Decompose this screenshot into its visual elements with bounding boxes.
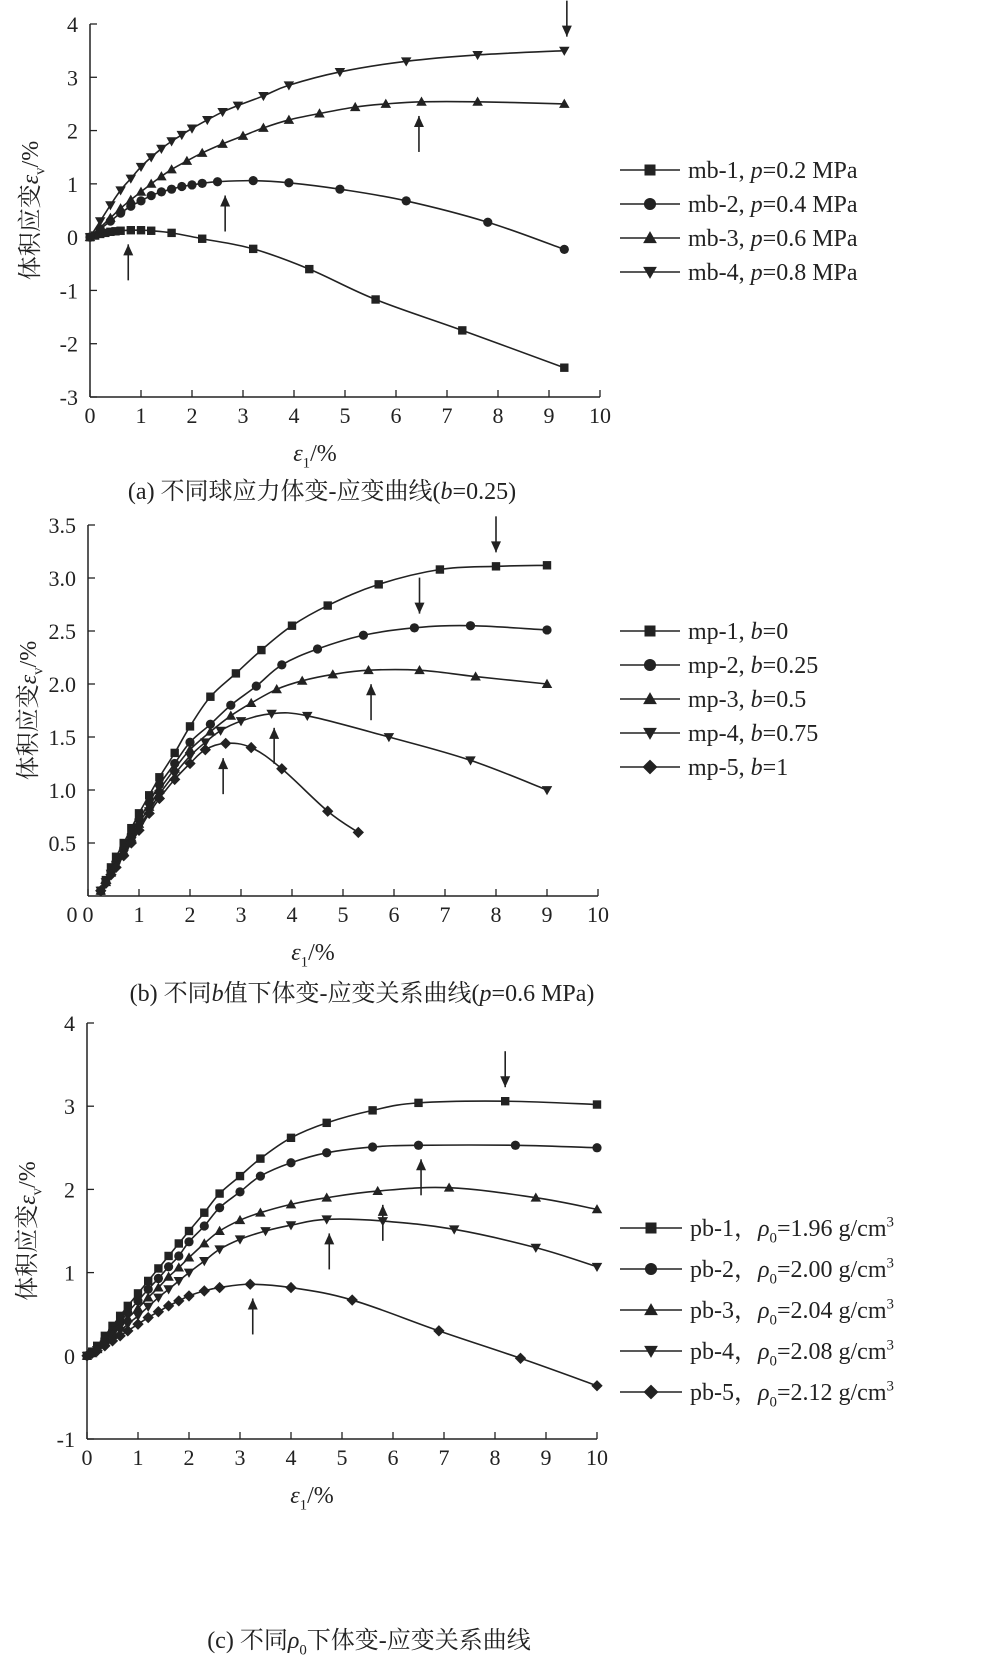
series-3 xyxy=(96,665,553,895)
data-point xyxy=(143,1312,154,1323)
data-point xyxy=(186,722,194,730)
data-point xyxy=(483,218,492,227)
data-point xyxy=(166,137,177,146)
data-point xyxy=(182,156,193,165)
legend-entry xyxy=(620,192,858,218)
x-tick-label: 10 xyxy=(587,902,609,927)
y-tick-label: 1 xyxy=(64,1260,75,1286)
data-point xyxy=(284,178,293,187)
legend-marker xyxy=(644,1303,658,1315)
data-point xyxy=(164,1252,172,1260)
x-tick-label: 3 xyxy=(234,1445,246,1470)
data-point xyxy=(256,1171,265,1180)
legend-entry xyxy=(620,1255,894,1287)
data-point xyxy=(185,1227,193,1235)
x-tick-label: 6 xyxy=(387,1445,399,1470)
data-point xyxy=(277,660,286,669)
x-tick-label: 2 xyxy=(183,1445,195,1470)
y-tick-label: 4 xyxy=(67,12,78,37)
data-point xyxy=(257,646,265,654)
data-point xyxy=(199,1285,210,1296)
data-point xyxy=(322,1148,331,1157)
y-tick-label: -1 xyxy=(56,1427,75,1452)
y-axis-label: 体积应变$\varepsilon_v/\%$ xyxy=(18,140,49,281)
x-tick-label: 3 xyxy=(235,902,247,927)
data-point xyxy=(246,698,257,707)
data-point xyxy=(236,1172,244,1180)
y-tick-label: -2 xyxy=(59,331,78,357)
data-point xyxy=(177,131,188,140)
data-point xyxy=(313,644,322,653)
legend-marker xyxy=(643,760,658,775)
data-point xyxy=(256,1154,264,1162)
series-line xyxy=(101,565,547,890)
data-point xyxy=(232,669,240,677)
y-axis-label: 体积应变$\varepsilon_v/\%$ xyxy=(15,1161,46,1301)
data-point xyxy=(105,201,116,210)
y-tick-label: 0.5 xyxy=(48,831,76,856)
y-tick-label: 0 xyxy=(64,1343,75,1369)
data-point xyxy=(436,565,444,573)
legend-label: mb-4, p=0.8 MPa xyxy=(688,260,858,286)
chart-panel-3 xyxy=(14,1011,894,1659)
data-point xyxy=(287,1134,295,1142)
data-point xyxy=(591,1380,602,1391)
data-point xyxy=(157,187,166,196)
y-tick-label: -3 xyxy=(59,385,78,410)
series-line xyxy=(101,713,547,891)
data-point xyxy=(543,561,551,569)
x-tick-label: 5 xyxy=(337,902,349,927)
data-point xyxy=(187,125,198,134)
data-point xyxy=(402,196,411,205)
data-point xyxy=(215,1203,224,1212)
legend-marker xyxy=(644,659,656,671)
data-point xyxy=(249,176,258,185)
x-axis-label: $\varepsilon_1/\%$ xyxy=(290,1483,334,1514)
series-line xyxy=(87,1284,597,1386)
legend-entry xyxy=(620,1378,894,1410)
data-point xyxy=(368,1142,377,1151)
data-point xyxy=(560,363,568,371)
data-point xyxy=(177,182,186,191)
x-tick-label: 9 xyxy=(540,1445,552,1470)
x-origin-label: 0 xyxy=(66,902,78,927)
data-point xyxy=(153,1306,164,1317)
data-point xyxy=(245,1279,256,1290)
y-tick-label: 3 xyxy=(64,1094,75,1120)
series-4 xyxy=(96,710,553,896)
data-point xyxy=(137,226,145,234)
series-2 xyxy=(96,578,551,896)
chart-caption: (c) 不同$\rho_0$下体变-应变关系曲线 xyxy=(207,1628,531,1659)
series-2 xyxy=(82,1141,601,1361)
data-point xyxy=(214,1282,225,1293)
legend-marker xyxy=(644,198,656,210)
series-line xyxy=(90,51,564,238)
data-point xyxy=(226,711,237,720)
data-point xyxy=(146,179,157,188)
series-2 xyxy=(85,176,569,254)
peak-arrow xyxy=(414,116,424,152)
x-tick-label: 1 xyxy=(133,902,145,927)
series-1 xyxy=(86,226,569,372)
x-tick-label: 3 xyxy=(237,403,249,428)
data-point xyxy=(235,1215,246,1224)
legend-label: pb-2，$\rho_0=2.00$ $g/cm^3$ xyxy=(690,1255,894,1288)
peak-arrow xyxy=(269,728,279,764)
legend-entry xyxy=(620,226,858,252)
series-line xyxy=(87,1101,597,1356)
data-point xyxy=(592,1263,603,1272)
y-tick-label: 3.0 xyxy=(48,566,76,591)
data-point xyxy=(147,191,156,200)
data-point xyxy=(410,623,419,632)
chart-panel-2 xyxy=(15,513,818,1007)
data-point xyxy=(197,148,208,157)
data-point xyxy=(163,1300,174,1311)
series-line xyxy=(101,669,547,890)
data-point xyxy=(414,1099,422,1107)
data-point xyxy=(217,108,228,117)
data-point xyxy=(167,185,176,194)
y-tick-label: 2 xyxy=(67,118,78,144)
peak-arrow xyxy=(416,1159,426,1195)
data-point xyxy=(154,1264,162,1272)
data-point xyxy=(466,621,475,630)
peak-arrow xyxy=(491,516,501,552)
data-point xyxy=(184,1237,193,1246)
data-point xyxy=(175,1239,183,1247)
data-point xyxy=(220,738,231,749)
legend-marker xyxy=(644,1385,659,1400)
y-tick-label: 1.5 xyxy=(48,725,76,750)
x-tick-label: 6 xyxy=(390,403,402,428)
data-point xyxy=(542,625,551,634)
data-point xyxy=(156,171,167,180)
series-line xyxy=(90,230,564,368)
legend-entry xyxy=(620,687,806,713)
data-point xyxy=(515,1353,526,1364)
y-tick-label: 4 xyxy=(64,1011,75,1036)
series-line xyxy=(87,1219,597,1356)
x-tick-label: 4 xyxy=(285,1445,297,1470)
data-point xyxy=(288,622,296,630)
data-point xyxy=(593,1100,601,1108)
x-tick-label: 4 xyxy=(288,403,300,428)
data-point xyxy=(433,1325,444,1336)
data-point xyxy=(226,701,235,710)
y-tick-label: 0 xyxy=(67,225,78,251)
data-point xyxy=(198,179,207,188)
data-point xyxy=(127,226,135,234)
x-tick-label: 0 xyxy=(81,1445,93,1470)
y-tick-label: 3 xyxy=(67,65,78,91)
x-tick-label: 7 xyxy=(438,1445,450,1470)
x-axis-label: $\varepsilon_1/\%$ xyxy=(293,441,337,472)
legend-entry xyxy=(620,755,788,781)
data-point xyxy=(271,684,282,693)
peak-arrow xyxy=(218,758,228,794)
x-axis-label: $\varepsilon_1/\%$ xyxy=(291,940,335,971)
data-point xyxy=(167,229,175,237)
data-point xyxy=(200,1208,208,1216)
peak-arrow xyxy=(220,195,230,231)
legend-label: pb-5，$\rho_0=2.12$ $g/cm^3$ xyxy=(690,1378,894,1411)
data-point xyxy=(592,1143,601,1152)
x-tick-label: 6 xyxy=(388,902,400,927)
peak-arrow xyxy=(415,578,425,614)
peak-arrow xyxy=(500,1051,510,1087)
data-point xyxy=(368,1106,376,1114)
series-1 xyxy=(97,516,552,895)
data-point xyxy=(199,1257,210,1266)
legend-label: mp-4, b=0.75 xyxy=(688,721,819,747)
data-point xyxy=(235,1187,244,1196)
data-point xyxy=(214,1245,225,1254)
x-tick-label: 8 xyxy=(490,902,502,927)
legend-marker xyxy=(643,267,657,279)
data-point xyxy=(285,1282,296,1293)
legend-label: pb-1，$\rho_0=1.96$ $g/cm^3$ xyxy=(690,1214,894,1247)
x-tick-label: 1 xyxy=(135,403,147,428)
data-point xyxy=(246,742,257,753)
data-point xyxy=(492,562,500,570)
legend-marker xyxy=(644,1346,658,1358)
data-point xyxy=(414,1141,423,1150)
data-point xyxy=(214,1226,225,1235)
x-tick-label: 5 xyxy=(336,1445,348,1470)
data-point xyxy=(173,1295,184,1306)
y-tick-label: 3.5 xyxy=(48,513,76,538)
data-point xyxy=(323,1119,331,1127)
data-point xyxy=(286,1158,295,1167)
legend-marker xyxy=(643,728,657,740)
legend-label: mp-2, b=0.25 xyxy=(688,653,819,679)
data-point xyxy=(249,245,257,253)
legend-label: mb-2, p=0.4 MPa xyxy=(688,192,858,218)
x-tick-label: 0 xyxy=(84,403,96,428)
data-point xyxy=(144,1277,152,1285)
data-point xyxy=(183,1290,194,1301)
data-point xyxy=(371,295,379,303)
data-point xyxy=(171,749,179,757)
data-point xyxy=(560,245,569,254)
series-line xyxy=(101,626,547,891)
x-tick-label: 8 xyxy=(492,403,504,428)
y-tick-label: 2 xyxy=(64,1177,75,1203)
series-line xyxy=(90,102,564,238)
data-point xyxy=(198,235,206,243)
x-tick-label: 5 xyxy=(339,403,351,428)
data-point xyxy=(174,1251,183,1260)
x-tick-label: 10 xyxy=(586,1445,608,1470)
legend-label: mb-3, p=0.6 MPa xyxy=(688,226,858,252)
data-point xyxy=(164,1262,173,1271)
peak-arrow xyxy=(248,1298,258,1334)
data-point xyxy=(324,601,332,609)
legend-marker xyxy=(645,626,656,637)
y-axis-label: 体积应变$\varepsilon_v/\%$ xyxy=(16,640,47,781)
chart-caption: (a) 不同球应力体变-应变曲线(b=0.25) xyxy=(127,479,517,505)
data-point xyxy=(200,1221,209,1230)
x-tick-label: 8 xyxy=(489,1445,501,1470)
data-point xyxy=(147,227,155,235)
data-point xyxy=(375,580,383,588)
legend-label: mb-1, p=0.2 MPa xyxy=(688,158,858,184)
chart-panel-1 xyxy=(17,1,858,505)
x-tick-label: 0 xyxy=(82,902,94,927)
x-tick-label: 9 xyxy=(541,902,553,927)
legend-label: mp-3, b=0.5 xyxy=(688,687,807,713)
data-point xyxy=(542,786,553,795)
legend-entry xyxy=(620,721,818,747)
peak-arrow xyxy=(562,1,572,37)
legend-entry xyxy=(620,1296,894,1328)
x-tick-label: 7 xyxy=(439,902,451,927)
series-line xyxy=(87,1145,597,1356)
legend-entry xyxy=(620,158,858,184)
data-point xyxy=(187,180,196,189)
data-point xyxy=(132,1319,143,1330)
data-point xyxy=(501,1097,509,1105)
data-point xyxy=(166,164,177,173)
legend-entry xyxy=(620,1214,894,1246)
y-tick-label: 2.0 xyxy=(48,672,76,697)
data-point xyxy=(353,827,364,838)
x-tick-label: 7 xyxy=(441,403,453,428)
legend-label: pb-4，$\rho_0=2.08$ $g/cm^3$ xyxy=(690,1337,894,1370)
data-point xyxy=(116,227,124,235)
data-point xyxy=(215,727,226,736)
data-point xyxy=(215,1189,223,1197)
x-tick-label: 10 xyxy=(589,403,611,428)
y-tick-label: 1 xyxy=(67,171,78,197)
x-tick-label: 2 xyxy=(186,403,198,428)
data-point xyxy=(202,116,213,125)
x-tick-label: 9 xyxy=(543,403,555,428)
legend-marker xyxy=(645,1263,657,1275)
x-tick-label: 1 xyxy=(132,1445,144,1470)
legend-entry xyxy=(620,653,818,679)
legend-entry xyxy=(620,1337,894,1369)
data-point xyxy=(359,631,368,640)
data-point xyxy=(511,1141,520,1150)
x-tick-label: 2 xyxy=(184,902,196,927)
data-point xyxy=(347,1294,358,1305)
x-tick-label: 4 xyxy=(286,902,298,927)
legend-marker xyxy=(646,1223,657,1234)
legend-marker xyxy=(643,692,657,704)
legend-label: pb-3，$\rho_0=2.04$ $g/cm^3$ xyxy=(690,1296,894,1329)
legend-label: mp-5, b=1 xyxy=(688,755,789,781)
data-point xyxy=(136,196,145,205)
data-point xyxy=(252,682,261,691)
data-point xyxy=(305,265,313,273)
y-tick-label: -1 xyxy=(59,278,78,304)
legend-label: mp-1, b=0 xyxy=(688,619,789,645)
y-tick-label: 2.5 xyxy=(48,619,76,644)
data-point xyxy=(335,185,344,194)
y-tick-label: 1.0 xyxy=(48,778,76,803)
legend-marker xyxy=(645,165,656,176)
legend-entry xyxy=(620,260,858,286)
legend-marker xyxy=(643,231,657,243)
chart-caption: (b) 不同b值下体变-应变关系曲线(p=0.6 MPa) xyxy=(129,981,595,1007)
data-point xyxy=(154,1274,163,1283)
series-4 xyxy=(85,1,572,243)
peak-arrow xyxy=(123,244,133,280)
peak-arrow xyxy=(366,684,376,720)
legend-entry xyxy=(620,619,788,645)
data-point xyxy=(213,177,222,186)
data-point xyxy=(206,693,214,701)
peak-arrow xyxy=(324,1233,334,1269)
data-point xyxy=(458,326,466,334)
series-3 xyxy=(85,97,570,242)
